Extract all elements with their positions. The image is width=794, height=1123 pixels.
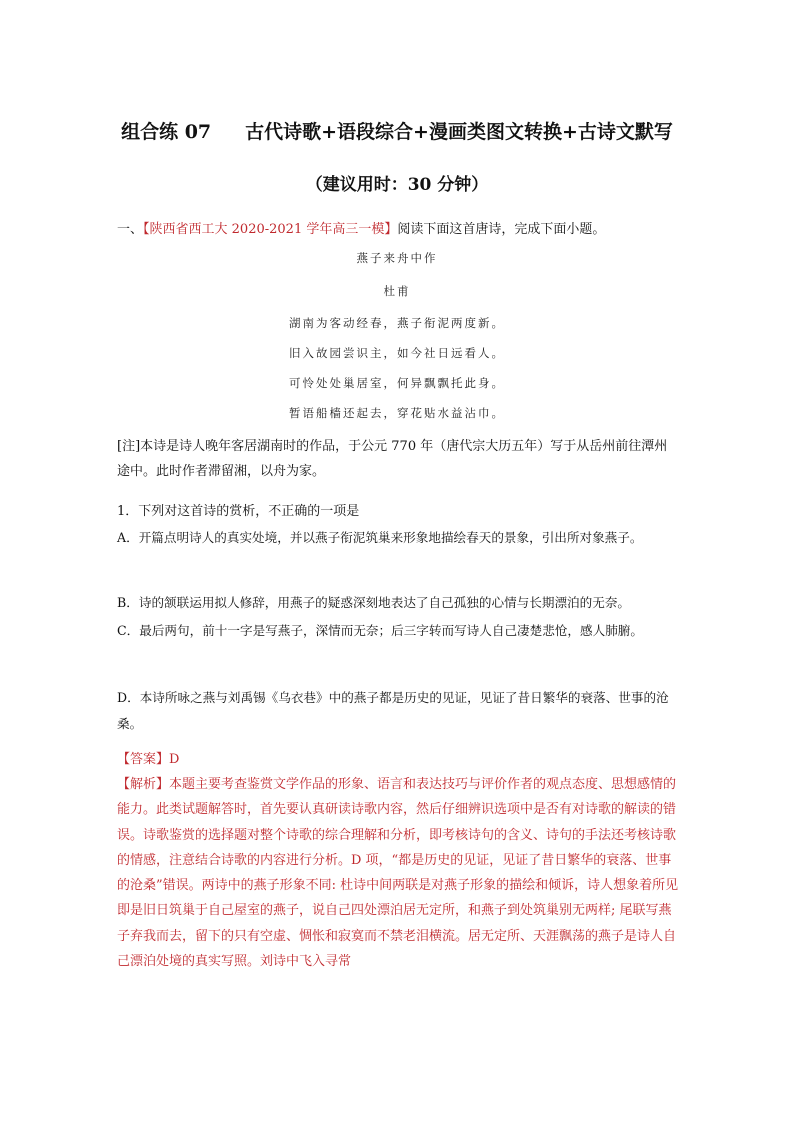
sub-question: 1．下列对这首诗的赏析，不正确的一项是 [117,504,360,519]
poem-author: 杜甫 [383,284,411,298]
poem-title: 燕子来舟中作 [356,251,438,265]
title-left: 组合练 07 [121,121,212,143]
option-d: D．本诗所咏之燕与刘禹锡《乌衣巷》中的燕子都是历史的见证，见证了昔日繁华的衰落、世事的沧桑。 [117,690,669,731]
question-source: 【陕西省西工大 2020-2021 学年高三一模】 [143,222,398,237]
suggested-time: （建议用时：30 分钟） [305,175,489,195]
title-right: 古代诗歌+语段综合+漫画类图文转换+古诗文默写 [245,121,673,143]
answer-label: 【答案】 [117,752,170,767]
question-instruction: 阅读下面这首唐诗，完成下面小题。 [397,222,606,237]
poem-line: 旧入故园尝识主，如今社日远看人。 [289,346,505,360]
page-title [0,117,794,144]
option-c: C．最后两句，前十一字是写燕子，深情而无奈；后三字转而写诗人自己凄楚悲怆，感人肺腑。 [117,623,643,638]
analysis-label: 【解析】 [117,777,170,792]
poem-note: [注]本诗是诗人晚年客居湖南时的作品，于公元 770 年（唐代宗大历五年）写于从岳州前往潭州途中。此时作者滞留湘，以舟为家。 [117,439,668,479]
option-b: B．诗的颔联运用拟人修辞，用燕子的疑惑深刻地表达了自己孤独的心情与长期漂泊的无奈。 [117,595,631,610]
question-number: 一、 [117,222,144,237]
analysis-text: 本题主要考查鉴赏文学作品的形象、语言和表达技巧与评价作者的观点态度、思想感情的能力。此类试题解答时，首先要认真研读诗歌内容，然后仔细辨识选项中是否有对诗歌的解读的错误。诗歌鉴赏的选择题对整个诗歌的综合理解和分析，即考核诗句的含义、诗句的手法还考核诗歌的情感，注意结合诗歌的内容进行分析。D 项，“都是历史的见证，见证了昔日繁华的衰落、世事的沧桑”错误。两诗中的燕子形象不同: 杜诗中间两联是对燕子形象的描绘和倾诉，诗人想象着所见即是旧日筑巢于自己屋室的燕子，说自己四处漂泊居无定所，和燕子到处筑巢别无两样; 尾联写燕子弃我而去，留下的只有空虚、惆怅和寂寞而不禁老泪横流。居无定所、天涯飘荡的燕子是诗人自己漂泊处境的真实写照。刘诗中飞入寻常 [117,777,679,970]
poem-line: 湖南为客动经春，燕子衔泥两度新。 [289,316,505,330]
answer-value: D [169,752,180,767]
poem-line: 可怜处处巢居室，何异飘飘托此身。 [289,376,505,390]
poem-line: 暂语船樯还起去，穿花贴水益沾巾。 [289,406,505,420]
question-heading [117,218,605,237]
analysis [117,772,682,974]
answer [117,748,179,767]
option-a: A．开篇点明诗人的真实处境，并以燕子衔泥筑巢来形象地描绘春天的景象，引出所对象燕子。 [117,530,643,545]
